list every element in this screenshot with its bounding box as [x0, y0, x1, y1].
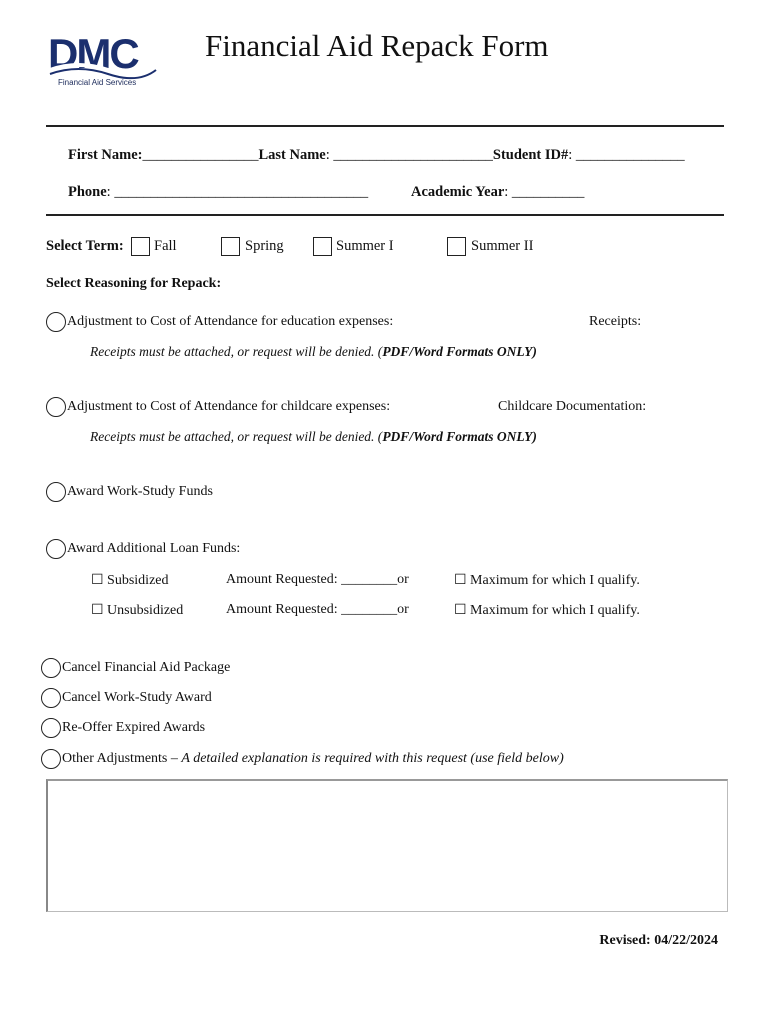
cost-childcare-label: Adjustment to Cost of Attendance for childcare expenses:	[67, 399, 391, 414]
cost-education-radio[interactable]	[46, 312, 66, 332]
student-id-field[interactable]: : _______________	[568, 147, 685, 163]
other-adjustments-radio[interactable]	[41, 749, 61, 769]
first-name-label: First Name:	[68, 147, 143, 163]
phone-row	[68, 184, 368, 201]
unsubsidized-checkbox[interactable]: ☐ Unsubsidized	[91, 603, 184, 618]
reasoning-label: Select Reasoning for Repack:	[46, 276, 222, 291]
cancel-work-study-label: Cancel Work-Study Award	[62, 690, 212, 705]
cancel-package-label: Cancel Financial Aid Package	[62, 660, 231, 675]
explanation-textarea[interactable]	[46, 779, 728, 912]
last-name-label: Last Name	[258, 147, 326, 163]
cost-childcare-radio[interactable]	[46, 397, 66, 417]
subsidized-amount-field[interactable]: Amount Requested: ________or	[226, 572, 409, 587]
term-fall-label: Fall	[154, 238, 177, 254]
subsidized-checkbox[interactable]: ☐ Subsidized	[91, 573, 169, 588]
first-name-field[interactable]: ________________	[142, 147, 259, 163]
logo-wordmark: DMC	[48, 30, 138, 77]
term-label: Select Term:	[46, 238, 124, 254]
phone-label: Phone	[68, 184, 107, 200]
phone-field[interactable]: : ___________________________________	[106, 184, 369, 200]
name-row	[68, 147, 685, 164]
work-study-label: Award Work-Study Funds	[67, 484, 213, 499]
receipts-label: Receipts:	[589, 314, 642, 329]
cancel-work-study-radio[interactable]	[41, 688, 61, 708]
term-summer1-checkbox[interactable]	[313, 237, 332, 256]
academic-year-row	[411, 184, 584, 201]
bottom-divider	[46, 214, 724, 216]
page-title: Financial Aid Repack Form	[205, 28, 549, 63]
revised-date: Revised: 04/22/2024	[599, 933, 718, 948]
subsidized-maximum-checkbox[interactable]: ☐ Maximum for which I qualify.	[454, 573, 640, 588]
last-name-field[interactable]: : ______________________	[325, 147, 493, 163]
term-fall-checkbox[interactable]	[131, 237, 150, 256]
student-id-label: Student ID#	[492, 147, 569, 163]
reoffer-label: Re-Offer Expired Awards	[62, 720, 206, 735]
childcare-documentation-label: Childcare Documentation:	[498, 399, 647, 414]
cost-childcare-note: Receipts must be attached, or request will be denied. (PDF/Word Formats ONLY)	[90, 429, 537, 444]
additional-loan-radio[interactable]	[46, 539, 66, 559]
additional-loan-label: Award Additional Loan Funds:	[67, 541, 241, 556]
term-summer2-checkbox[interactable]	[447, 237, 466, 256]
term-summer1-label: Summer I	[336, 238, 394, 254]
unsubsidized-amount-field[interactable]: Amount Requested: ________or	[226, 602, 409, 617]
other-adjustments-label: Other Adjustments – A detailed explanation is required with this request (use field below)	[62, 751, 564, 766]
logo-subtitle: Financial Aid Services	[58, 78, 137, 87]
work-study-radio[interactable]	[46, 482, 66, 502]
cost-education-note: Receipts must be attached, or request will be denied. (PDF/Word Formats ONLY)	[90, 344, 537, 359]
term-summer2-label: Summer II	[471, 238, 534, 254]
academic-year-label: Academic Year	[411, 184, 505, 200]
cost-education-label: Adjustment to Cost of Attendance for education expenses:	[67, 314, 394, 329]
top-divider	[46, 125, 724, 127]
term-spring-checkbox[interactable]	[221, 237, 240, 256]
reoffer-radio[interactable]	[41, 718, 61, 738]
term-spring-label: Spring	[245, 238, 284, 254]
cancel-package-radio[interactable]	[41, 658, 61, 678]
unsubsidized-maximum-checkbox[interactable]: ☐ Maximum for which I qualify.	[454, 603, 640, 618]
academic-year-field[interactable]: : __________	[504, 184, 585, 200]
